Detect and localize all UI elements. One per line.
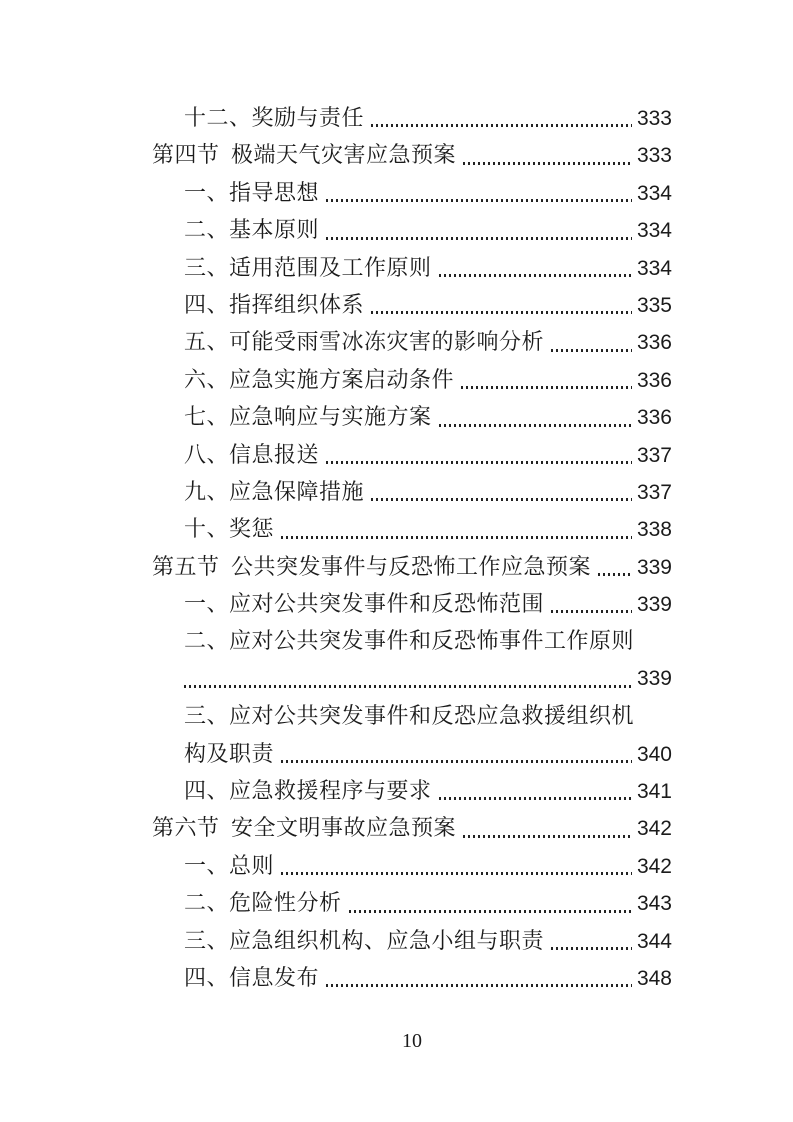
toc-dot-leader (326, 984, 632, 987)
toc-entry-page: 342 (636, 854, 672, 878)
toc-dot-leader (281, 536, 632, 539)
toc-entry (152, 697, 672, 734)
toc-dot-leader (349, 910, 632, 913)
toc-entry-text: 七、应急响应与实施方案 (184, 404, 432, 430)
toc-entry-text: 第六节 安全文明事故应急预案 (152, 815, 457, 841)
toc-entry-text: 五、可能受雨雪冰冻灾害的影响分析 (184, 329, 545, 355)
toc-entry-text: 三、应急组织机构、应急小组与职责 (184, 927, 545, 953)
toc-entry-page: 340 (636, 742, 672, 766)
toc-dot-leader (326, 199, 632, 202)
toc-entry-text: 三、适用范围及工作原则 (184, 254, 432, 280)
toc-entry (152, 922, 672, 959)
toc-entry-page: 335 (636, 293, 672, 317)
toc-entry-page: 339 (636, 666, 672, 690)
toc-entry-text: 十二、奖励与责任 (184, 105, 365, 130)
toc-dot-leader (551, 349, 632, 352)
toc-entry-page: 341 (636, 780, 672, 804)
toc-entry-text: 八、信息报送 (184, 441, 320, 467)
toc-entry-text: 第五节 公共突发事件与反恐怖工作应急预案 (152, 553, 592, 579)
toc-dot-leader (326, 237, 632, 240)
toc-entry-text: 三、应对公共突发事件和反恐应急救援组织机 (184, 703, 635, 729)
toc-entry-text: 第四节 极端天气灾害应急预案 (152, 142, 457, 168)
toc-entry-text: 六、应急实施方案启动条件 (184, 366, 455, 392)
toc-entry (152, 847, 672, 884)
toc-entry-page: 336 (636, 406, 672, 430)
page-number: 10 (402, 1030, 422, 1052)
toc-dot-leader (326, 461, 632, 464)
toc-dot-leader (551, 610, 632, 613)
toc-entry-page: 334 (636, 219, 672, 243)
toc-entry-text: 二、危险性分析 (184, 890, 342, 916)
toc-entry (152, 959, 672, 996)
toc-entry (152, 510, 672, 547)
toc-list (152, 99, 672, 996)
toc-entry (152, 585, 672, 622)
toc-entry-text: 一、指导思想 (184, 179, 320, 205)
toc-entry (152, 548, 672, 585)
toc-entry (152, 286, 672, 323)
toc-entry (152, 323, 672, 360)
toc-dot-leader (281, 760, 632, 763)
toc-entry-text: 二、基本原则 (184, 217, 320, 243)
toc-entry (152, 174, 672, 211)
toc-entry (152, 622, 672, 659)
toc-entry-page: 334 (636, 256, 672, 280)
toc-entry-page: 339 (636, 555, 672, 579)
toc-dot-leader (184, 685, 632, 688)
toc-entry (152, 660, 672, 697)
toc-entry (152, 99, 672, 136)
toc-entry-text: 十、奖惩 (184, 516, 275, 542)
toc-entry-text: 一、应对公共突发事件和反恐怖范围 (184, 591, 545, 617)
toc-entry-text: 构及职责 (184, 740, 275, 766)
toc-entry (152, 249, 672, 286)
toc-entry (152, 473, 672, 510)
toc-entry (152, 361, 672, 398)
toc-dot-leader (463, 835, 632, 838)
toc-entry-page: 337 (636, 443, 672, 467)
toc-entry-text: 二、应对公共突发事件和反恐怖事件工作原则 (184, 628, 635, 654)
toc-entry-text: 四、信息发布 (184, 964, 320, 990)
toc-entry-text: 四、指挥组织体系 (184, 291, 365, 317)
toc-entry-page: 333 (636, 144, 672, 168)
toc-dot-leader (371, 124, 632, 127)
toc-entry-text: 四、应急救援程序与要求 (184, 778, 432, 804)
toc-entry-page: 337 (636, 480, 672, 504)
toc-entry-page: 339 (636, 593, 672, 617)
toc-dot-leader (461, 386, 632, 389)
toc-dot-leader (439, 797, 632, 800)
toc-entry-page: 333 (636, 107, 672, 130)
toc-entry (152, 735, 672, 772)
toc-entry (152, 884, 672, 921)
toc-entry-text: 九、应急保障措施 (184, 478, 365, 504)
toc-dot-leader (371, 498, 632, 501)
toc-entry-page: 334 (636, 181, 672, 205)
toc-entry-text: 一、总则 (184, 852, 275, 878)
toc-dot-leader (439, 424, 632, 427)
toc-dot-leader (598, 573, 632, 576)
toc-dot-leader (371, 311, 632, 314)
toc-entry-page: 338 (636, 518, 672, 542)
toc-entry-page: 342 (636, 817, 672, 841)
toc-entry-page: 336 (636, 368, 672, 392)
toc-entry (152, 211, 672, 248)
toc-entry (152, 436, 672, 473)
toc-dot-leader (439, 274, 632, 277)
toc-entry-page: 343 (636, 892, 672, 916)
toc-dot-leader (463, 162, 632, 165)
toc-entry (152, 136, 672, 173)
toc-entry (152, 809, 672, 846)
toc-entry-page: 344 (636, 929, 672, 953)
toc-entry (152, 772, 672, 809)
toc-dot-leader (281, 872, 632, 875)
toc-entry-page: 336 (636, 331, 672, 355)
toc-dot-leader (551, 947, 632, 950)
toc-entry-page: 348 (636, 966, 672, 990)
toc-entry (152, 398, 672, 435)
